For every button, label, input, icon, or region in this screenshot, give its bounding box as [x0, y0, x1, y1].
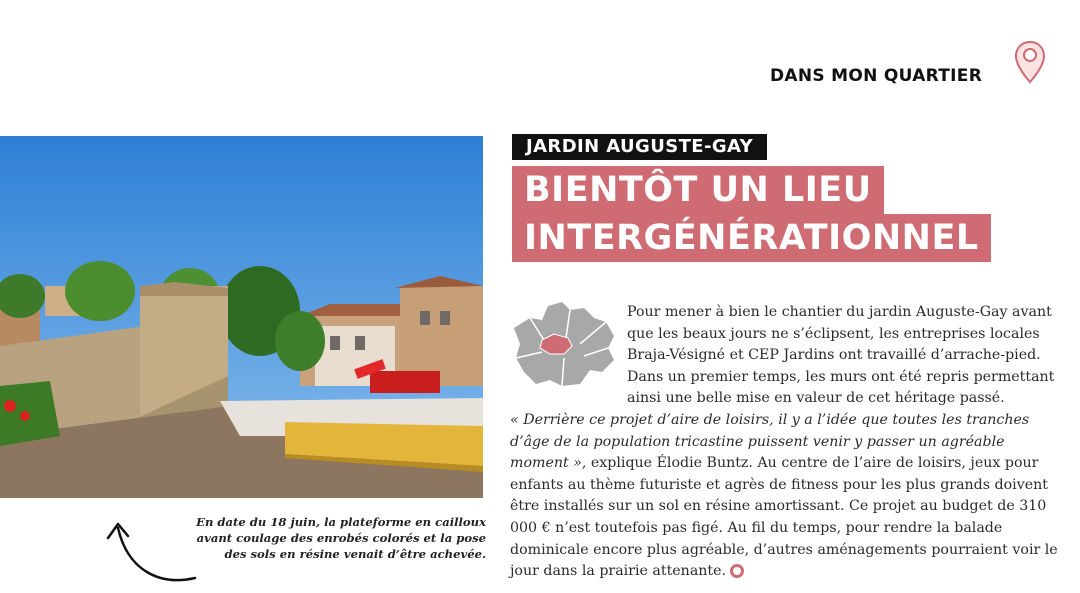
arrow-icon — [100, 516, 210, 586]
photo-caption: En date du 18 juin, la plateforme en cailloux avant coulage des enrobés colorés et la pose des sols en résine venait d’être achevée. — [196, 515, 486, 561]
headline-line-1: BIENTÔT UN LIEU — [512, 166, 884, 214]
end-of-article-icon — [730, 564, 744, 578]
article-body — [510, 302, 1060, 583]
article-intro: Pour mener à bien le chantier du jardin Auguste-Gay avant que les beaux jours ne s’éclipsent, les entreprises locales Braja-Vésigné et CEP Jardins ont travaillé d’arrache-pied. Dans un premier temps, les murs ont été repris permettant ainsi une belle mise en valeur de cet héritage passé. — [627, 304, 1055, 407]
article-paragraph — [510, 410, 1060, 583]
article-body-text: , explique Élodie Buntz. Au centre de l’aire de loisirs, jeux pour enfants au thème futuriste et agrès de fitness pour les plus grands doivent être installés sur un sol en résine amortissant. Ce projet au budget de 310 000 € n’est toutefois pas figé. Au fil du temps, pour rendre la balade dominicale encore plus agréable, d’autres aménagements pourraient voir le jour dans la prairie attenante. — [510, 455, 1058, 580]
section-title: DANS MON QUARTIER — [770, 66, 983, 86]
article-quote: « Derrière ce projet d’aire de loisirs, il y a l’idée que toutes les tranches d’âge de la population tricastine puissent venir y passer un agréable moment » — [510, 411, 1030, 472]
location-pin-icon — [1014, 40, 1046, 84]
headline-line-2: INTERGÉNÉRATIONNEL — [512, 214, 991, 262]
garden-photo — [0, 136, 483, 498]
article-kicker: JARDIN AUGUSTE-GAY — [512, 134, 767, 160]
